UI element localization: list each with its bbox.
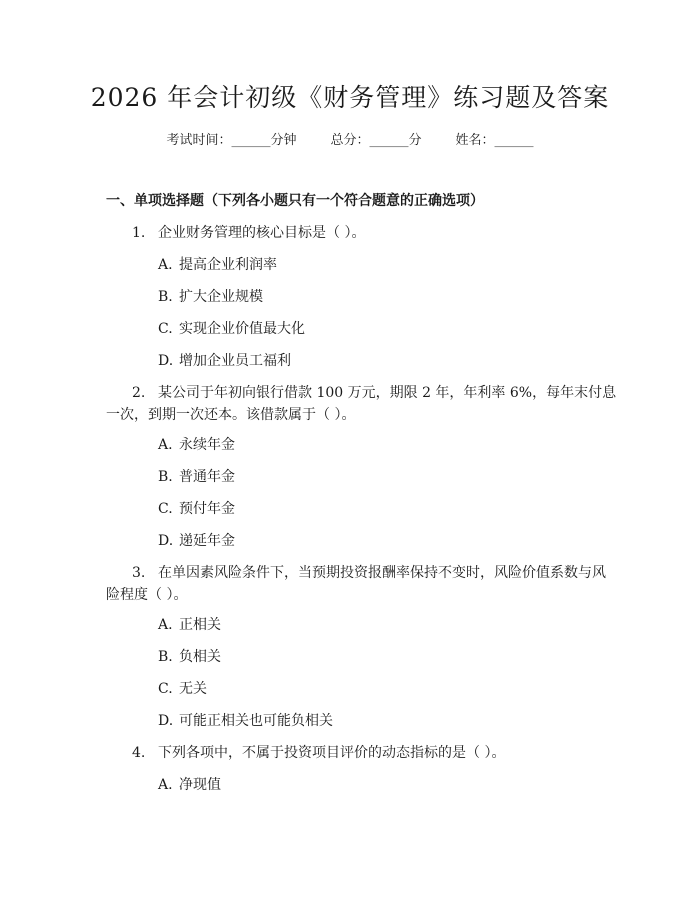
option-letter: D. bbox=[158, 713, 174, 729]
question-3-option-b bbox=[158, 646, 221, 668]
option-text: 可能正相关也可能负相关 bbox=[179, 713, 333, 729]
option-text: 递延年金 bbox=[179, 533, 235, 549]
page-title: 2026 年会计初级《财务管理》练习题及答案 bbox=[90, 83, 610, 112]
option-letter: A. bbox=[158, 257, 173, 273]
question-text: 下列各项中，不属于投资项目评价的动态指标的是（ ）。 bbox=[158, 745, 506, 761]
question-number: 1. bbox=[132, 225, 146, 241]
option-text: 无关 bbox=[179, 681, 207, 697]
question-2-option-d bbox=[158, 530, 235, 552]
option-letter: D. bbox=[158, 533, 174, 549]
question-number: 2. bbox=[132, 385, 146, 401]
question-2-line-1 bbox=[132, 382, 616, 404]
option-letter: A. bbox=[158, 777, 173, 793]
question-2-option-b bbox=[158, 466, 235, 488]
question-4-option-a bbox=[158, 774, 221, 796]
question-2-option-c bbox=[158, 498, 235, 520]
option-text: 普通年金 bbox=[179, 469, 235, 485]
option-letter: B. bbox=[158, 289, 173, 305]
question-2-option-a bbox=[158, 434, 235, 456]
option-text: 净现值 bbox=[179, 777, 221, 793]
option-letter: C. bbox=[158, 681, 173, 697]
question-4-line-1 bbox=[132, 742, 505, 764]
question-text: 某公司于年初向银行借款 100 万元，期限 2 年，年利率 6%，每年末付息 bbox=[158, 385, 617, 401]
option-text: 扩大企业规模 bbox=[179, 289, 263, 305]
question-1-option-d bbox=[158, 350, 291, 372]
option-text: 预付年金 bbox=[179, 501, 235, 517]
exam-time-field: 考试时间：______分钟 bbox=[166, 133, 297, 148]
option-letter: D. bbox=[158, 353, 174, 369]
question-number: 4. bbox=[132, 745, 146, 761]
question-3-option-d bbox=[158, 710, 333, 732]
option-text: 提高企业利润率 bbox=[179, 257, 277, 273]
question-number: 3. bbox=[132, 565, 146, 581]
option-letter: B. bbox=[158, 649, 173, 665]
name-field: 姓名：______ bbox=[455, 133, 534, 148]
total-score-field: 总分：______分 bbox=[330, 133, 422, 148]
option-letter: A. bbox=[158, 617, 173, 633]
question-1-option-c bbox=[158, 318, 305, 340]
option-text: 永续年金 bbox=[179, 437, 235, 453]
question-3-line-2: 险程度（ ）。 bbox=[106, 587, 188, 603]
question-text: 在单因素风险条件下，当预期投资报酬率保持不变时，风险价值系数与风 bbox=[158, 565, 606, 581]
option-letter: A. bbox=[158, 437, 173, 453]
question-1-option-b bbox=[158, 286, 263, 308]
option-letter: C. bbox=[158, 321, 173, 337]
option-letter: C. bbox=[158, 501, 173, 517]
question-1-line-1 bbox=[132, 222, 365, 244]
option-letter: B. bbox=[158, 469, 173, 485]
option-text: 正相关 bbox=[179, 617, 221, 633]
question-2-line-2: 一次，到期一次还本。该借款属于（ ）。 bbox=[106, 407, 356, 423]
question-3-option-c bbox=[158, 678, 207, 700]
option-text: 实现企业价值最大化 bbox=[179, 321, 305, 337]
question-text: 企业财务管理的核心目标是（ ）。 bbox=[158, 225, 366, 241]
option-text: 负相关 bbox=[179, 649, 221, 665]
section-heading: 一、单项选择题（下列各小题只有一个符合题意的正确选项） bbox=[106, 193, 484, 209]
question-1-option-a bbox=[158, 254, 277, 276]
option-text: 增加企业员工福利 bbox=[179, 353, 291, 369]
question-3-option-a bbox=[158, 614, 221, 636]
question-3-line-1 bbox=[132, 562, 606, 584]
exam-info-line bbox=[0, 131, 700, 151]
